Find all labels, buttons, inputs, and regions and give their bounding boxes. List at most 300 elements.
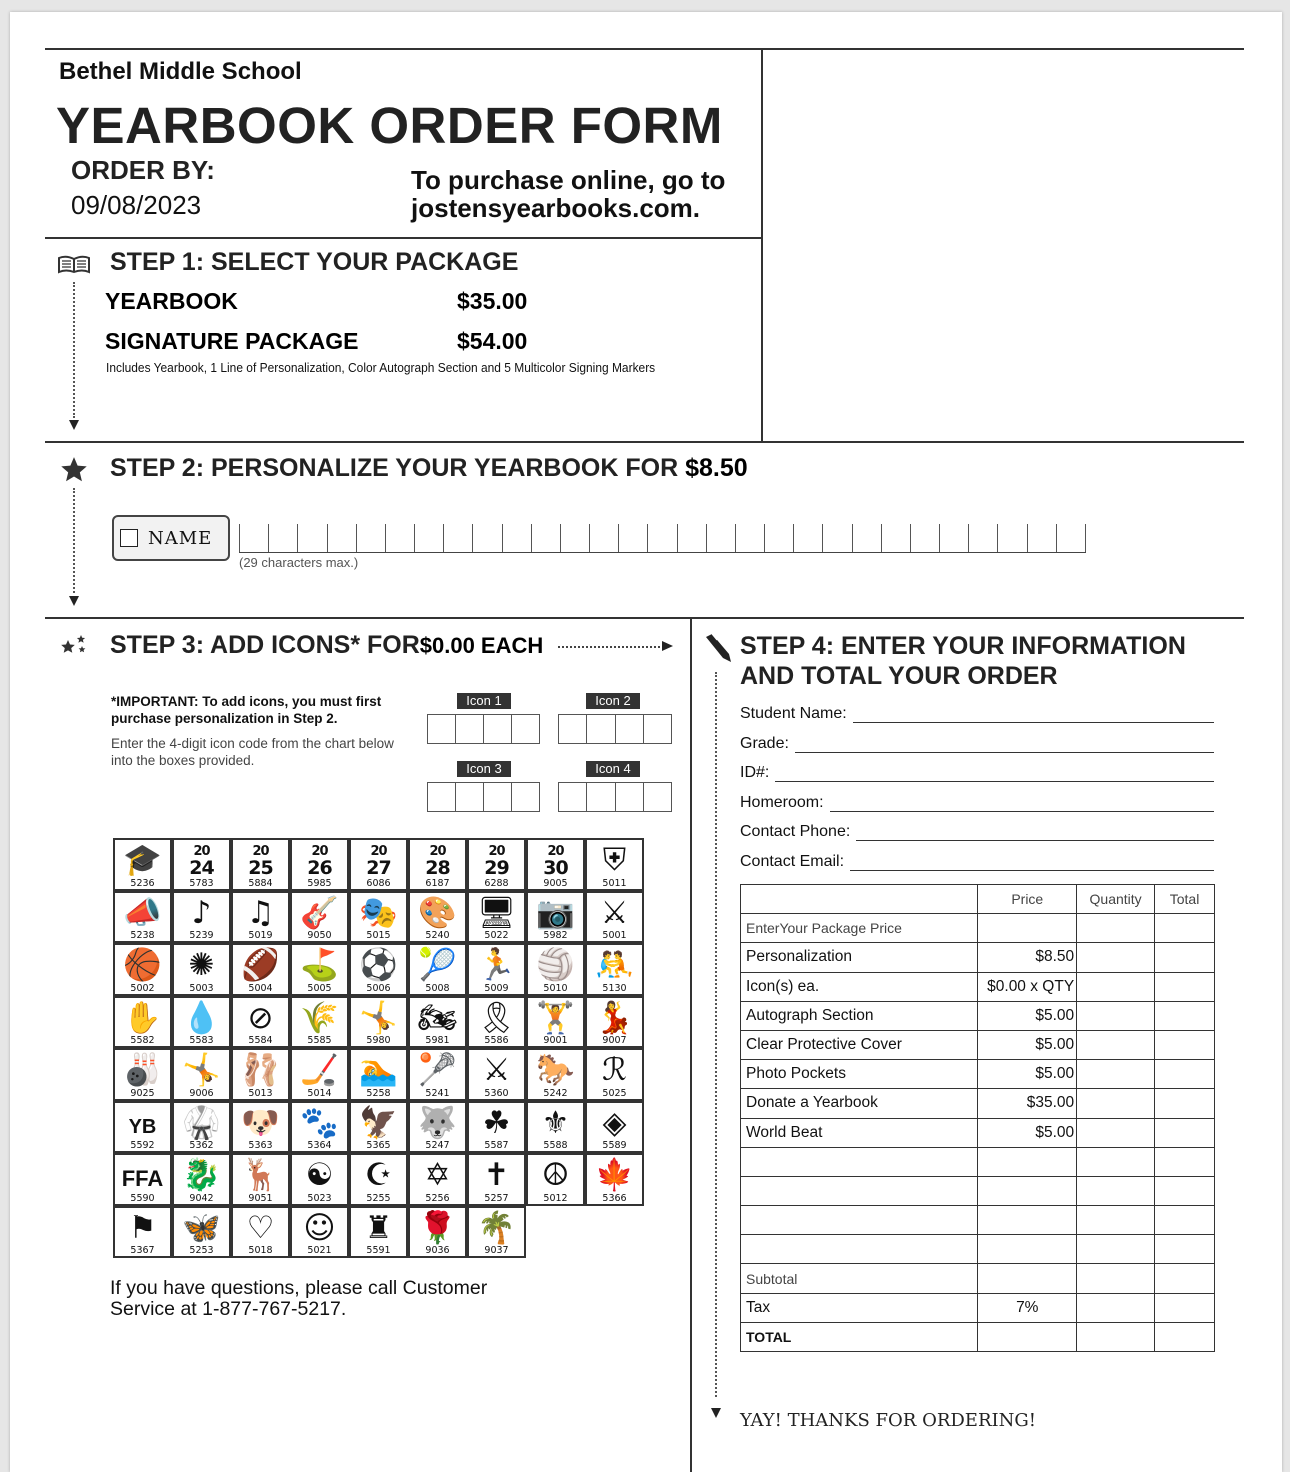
icon-symbol: 🌾 — [300, 999, 339, 1036]
order-total-input[interactable] — [1155, 972, 1215, 1001]
order-row — [741, 914, 1215, 943]
icon-symbol: 20 30 — [543, 844, 568, 879]
school-name: Bethel Middle School — [59, 58, 302, 85]
order-quantity-input[interactable] — [1077, 943, 1155, 972]
icon-code: 5365 — [366, 1140, 391, 1151]
name-character-boxes[interactable] — [239, 524, 1086, 553]
icon-code: 5008 — [425, 982, 450, 994]
icon-cell-5239 — [172, 891, 231, 944]
icon-code: 5980 — [366, 1035, 391, 1046]
icon-symbol: 20 29 — [484, 844, 509, 879]
icon1-code-input[interactable] — [427, 714, 540, 744]
order-quantity-input[interactable] — [1077, 1293, 1155, 1322]
order-price — [978, 1235, 1077, 1264]
name-character-slot[interactable] — [618, 524, 647, 552]
icon-cell-9042 — [172, 1153, 231, 1206]
name-option[interactable] — [112, 515, 230, 561]
order-row — [741, 1147, 1215, 1176]
icon-code: 5884 — [248, 877, 273, 889]
icon-cell-5258 — [349, 1048, 408, 1101]
icon-code: 9042 — [189, 1192, 214, 1204]
name-character-slot[interactable] — [589, 524, 618, 552]
order-quantity-input[interactable] — [1077, 1060, 1155, 1089]
icon-cell-5019 — [231, 891, 290, 944]
icon-code: 5242 — [543, 1087, 568, 1099]
name-character-slot[interactable] — [706, 524, 735, 552]
name-character-slot[interactable] — [910, 524, 939, 552]
icon-code: 5589 — [602, 1140, 627, 1151]
icon-symbol: 🎭 — [359, 894, 398, 931]
icon-cell-5004 — [231, 943, 290, 996]
order-item: Personalization — [741, 943, 978, 972]
star-icon — [60, 456, 88, 489]
order-total-input[interactable] — [1155, 1176, 1215, 1205]
order-quantity-input[interactable] — [1077, 1089, 1155, 1118]
icon-cell-9006 — [172, 1048, 231, 1101]
icon-cell-5364 — [290, 1101, 349, 1154]
order-price: $5.00 — [978, 1060, 1077, 1089]
icon-code: 5010 — [543, 982, 568, 994]
info-field-line[interactable] — [830, 797, 1214, 812]
icon-cell-9001 — [526, 996, 585, 1049]
icon-symbol: 🥍 — [418, 1052, 457, 1088]
order-total-input[interactable] — [1155, 1060, 1215, 1089]
item-column-header — [741, 885, 978, 914]
name-character-slot[interactable] — [327, 524, 356, 552]
icon-symbol: 20 27 — [366, 844, 391, 879]
icon-cell-5365 — [349, 1101, 408, 1154]
name-character-slot[interactable] — [443, 524, 472, 552]
icon-symbol: ⚑ — [128, 1209, 157, 1246]
name-character-slot[interactable] — [822, 524, 851, 552]
icon-cell-5238 — [113, 891, 172, 944]
name-checkbox[interactable] — [120, 529, 138, 547]
icon-cell-5003 — [172, 943, 231, 996]
icon-symbol: 🤼 — [595, 947, 634, 983]
info-field-line[interactable] — [856, 826, 1214, 841]
order-quantity-input[interactable] — [1077, 1030, 1155, 1059]
order-quantity-input[interactable] — [1077, 914, 1155, 943]
icon-code: 5981 — [425, 1035, 450, 1046]
quantity-column-header: Quantity — [1077, 885, 1155, 914]
order-item: Clear Protective Cover — [741, 1030, 978, 1059]
order-form-page — [10, 12, 1282, 1472]
icon-code: 5239 — [189, 930, 214, 941]
order-item: Icon(s) ea. — [741, 972, 978, 1001]
icon-code: 5025 — [602, 1087, 627, 1099]
name-character-slot[interactable] — [502, 524, 531, 552]
order-item — [741, 1235, 978, 1264]
name-option-label: NAME — [148, 527, 213, 549]
step2-title — [110, 454, 748, 483]
order-quantity-input[interactable] — [1077, 1206, 1155, 1235]
icon-symbol: ⚔ — [482, 1052, 511, 1088]
form-title: YEARBOOK ORDER FORM — [56, 97, 723, 154]
icon-price: $0.00 EACH — [419, 633, 544, 658]
icon-code: 5590 — [130, 1192, 155, 1204]
info-field-homeroom[interactable] — [740, 790, 1214, 812]
icon-cell-5367 — [113, 1206, 172, 1259]
thanks-message: YAY! THANKS FOR ORDERING! — [740, 1410, 1036, 1431]
icon-symbol: ☘ — [482, 1104, 511, 1141]
icon-cell-9050 — [290, 891, 349, 944]
icon-code: 9025 — [130, 1087, 155, 1099]
pen-icon — [703, 632, 735, 669]
order-total-input[interactable] — [1155, 1030, 1215, 1059]
step3-arrow-head — [662, 641, 673, 651]
icon-code: 9007 — [602, 1035, 627, 1046]
icon2-label: Icon 2 — [586, 693, 640, 709]
icon-symbol: 🎓 — [123, 842, 162, 878]
info-field-id[interactable] — [740, 760, 1214, 782]
order-item: Tax — [741, 1293, 978, 1322]
info-field-label: Grade: — [740, 734, 789, 752]
order-row — [741, 1176, 1215, 1205]
icon-code: 5004 — [248, 982, 273, 994]
step3-step4-divider — [690, 617, 692, 1472]
icon-cell-5582 — [113, 996, 172, 1049]
order-row — [741, 1235, 1215, 1264]
name-character-slot[interactable] — [531, 524, 560, 552]
info-field-studentname[interactable] — [740, 701, 1214, 723]
icon4-code-input[interactable] — [558, 782, 672, 812]
icon-code: 5022 — [484, 930, 509, 941]
icon-symbol: 🏃 — [477, 947, 516, 983]
icon-code: 5236 — [130, 877, 155, 889]
icon-symbol: 🎗 — [476, 999, 517, 1036]
order-row — [741, 1206, 1215, 1235]
step4-arrow — [711, 1408, 721, 1418]
order-total-input[interactable] — [1155, 1089, 1215, 1118]
customer-service-note: If you have questions, please call Customer Service at 1-877-767-5217. — [110, 1277, 488, 1320]
icon-cell-5586 — [467, 996, 526, 1049]
package-signature-name: SIGNATURE PACKAGE — [105, 328, 359, 354]
icon-cell-5588 — [526, 1101, 585, 1154]
icon-cell-5015 — [349, 891, 408, 944]
icon-symbol: 🩰 — [241, 1052, 280, 1088]
info-field-line[interactable] — [850, 856, 1214, 871]
icon-cell-5018 — [231, 1206, 290, 1259]
icon-symbol: ⛳ — [300, 947, 339, 983]
icon-code: 9005 — [543, 877, 568, 889]
name-character-slot[interactable] — [852, 524, 881, 552]
order-quantity-input[interactable] — [1077, 1147, 1155, 1176]
icon-code: 5583 — [189, 1035, 214, 1046]
icon-code: 5006 — [366, 982, 391, 994]
icon-code: 5014 — [307, 1087, 332, 1099]
book-icon — [57, 254, 91, 280]
icon-code: 5018 — [248, 1245, 273, 1256]
icon-cell-9037 — [467, 1206, 526, 1259]
order-price: $8.50 — [978, 943, 1077, 972]
name-character-slot[interactable] — [356, 524, 385, 552]
icon-code: 9006 — [189, 1087, 214, 1099]
step3-title-text: STEP 3: ADD ICONS* FOR — [110, 631, 420, 659]
icon-symbol: 🏀 — [123, 947, 162, 983]
name-character-slot[interactable] — [297, 524, 326, 552]
icon-code: 5247 — [425, 1140, 450, 1151]
icon-symbol: ♫ — [246, 894, 275, 931]
icon-code: 5367 — [130, 1245, 155, 1256]
icon-symbol: 🤸 — [359, 999, 398, 1036]
icon-code: 5023 — [307, 1192, 332, 1204]
icon-symbol: 🥋 — [182, 1104, 221, 1141]
order-total-input[interactable] — [1155, 1206, 1215, 1235]
icon-cell-9007 — [585, 996, 644, 1049]
name-character-slot[interactable] — [968, 524, 997, 552]
name-character-slot[interactable] — [793, 524, 822, 552]
icon-code: 5582 — [130, 1035, 155, 1046]
icon-code: 5015 — [366, 930, 391, 941]
icon-symbol: ⛨ — [602, 842, 627, 878]
icon-symbol: 💧 — [182, 999, 221, 1036]
order-total-input[interactable] — [1155, 1322, 1215, 1351]
order-total-input[interactable] — [1155, 1147, 1215, 1176]
name-character-slot[interactable] — [472, 524, 501, 552]
icon-code: 5009 — [484, 982, 509, 994]
icon-symbol: 🐾 — [300, 1104, 339, 1141]
info-field-line[interactable] — [853, 708, 1214, 723]
order-total-input[interactable] — [1155, 1118, 1215, 1147]
icon-code: 5238 — [130, 930, 155, 941]
step3-title — [110, 631, 543, 660]
icon-symbol: 20 28 — [425, 844, 450, 879]
icon-symbol: 20 26 — [307, 844, 332, 879]
icon-cell-5587 — [467, 1101, 526, 1154]
icon-cell-5783 — [172, 838, 231, 891]
icon-cell-6187 — [408, 838, 467, 891]
icon2-code-input[interactable] — [558, 714, 672, 744]
icon-symbol: 📷 — [536, 894, 575, 931]
order-item — [741, 1206, 978, 1235]
name-character-slot[interactable] — [414, 524, 443, 552]
icon-code: 5585 — [307, 1035, 332, 1046]
order-item: World Beat — [741, 1118, 978, 1147]
icon-code: 5592 — [130, 1140, 155, 1151]
icon-symbol: 📣 — [123, 894, 162, 931]
order-item: Subtotal — [741, 1264, 978, 1293]
icon-symbol: 🏒 — [300, 1052, 339, 1088]
order-price: $0.00 x QTY — [978, 972, 1077, 1001]
name-character-slot[interactable] — [881, 524, 910, 552]
order-quantity-input[interactable] — [1077, 1264, 1155, 1293]
icon-cell-6288 — [467, 838, 526, 891]
icon-cell-5253 — [172, 1206, 231, 1259]
icon-code: 5587 — [484, 1140, 509, 1151]
order-total-input[interactable] — [1155, 1235, 1215, 1264]
icon-cell-5240 — [408, 891, 467, 944]
icon-important-note: *IMPORTANT: To add icons, you must first purchase personalization in Step 2. — [111, 694, 382, 726]
icon-code: 9051 — [248, 1192, 273, 1204]
order-row — [741, 1001, 1215, 1030]
personalization-price: $8.50 — [685, 454, 748, 482]
order-quantity-input[interactable] — [1077, 1176, 1155, 1205]
step3-rule — [45, 617, 1244, 619]
order-item — [741, 1147, 978, 1176]
icon-symbol: FFA — [121, 1166, 164, 1191]
order-total-input[interactable] — [1155, 914, 1215, 943]
icon-symbol: ◈ — [602, 1104, 627, 1141]
info-field-contactphone[interactable] — [740, 819, 1214, 841]
order-row — [741, 943, 1215, 972]
order-quantity-input[interactable] — [1077, 1235, 1155, 1264]
name-character-slot[interactable] — [764, 524, 793, 552]
icon-cell-5360 — [467, 1048, 526, 1101]
icon-cell-5009 — [467, 943, 526, 996]
order-price — [978, 914, 1077, 943]
icon-cell-5592 — [113, 1101, 172, 1154]
name-character-slot[interactable] — [239, 524, 268, 552]
icon-symbol: 🐶 — [241, 1104, 280, 1141]
order-row — [741, 1030, 1215, 1059]
icon-code: 5588 — [543, 1140, 568, 1151]
online-link[interactable]: jostensyearbooks.com. — [411, 193, 700, 223]
order-row — [741, 1264, 1215, 1293]
icon-symbol: 🏈 — [241, 947, 280, 983]
order-item: Donate a Yearbook — [741, 1089, 978, 1118]
icon-symbol: ♪ — [191, 894, 212, 931]
order-item: EnterYour Package Price — [741, 914, 978, 943]
info-field-label: ID#: — [740, 764, 770, 781]
icon-code: 5982 — [543, 930, 568, 941]
icon-cell-9025 — [113, 1048, 172, 1101]
order-quantity-input[interactable] — [1077, 1118, 1155, 1147]
icon-symbol: 🦅 — [359, 1104, 398, 1141]
info-field-line[interactable] — [795, 738, 1214, 753]
order-quantity-input[interactable] — [1077, 1001, 1155, 1030]
icon-symbol: 🐎 — [536, 1052, 575, 1088]
order-price: $5.00 — [978, 1001, 1077, 1030]
name-character-slot[interactable] — [735, 524, 764, 552]
icon-symbol: ✝ — [483, 1157, 510, 1193]
name-character-slot[interactable] — [1056, 524, 1086, 552]
info-field-label: Homeroom: — [740, 793, 824, 811]
icon-symbol: ⚔ — [600, 894, 629, 931]
icon-code: 5362 — [189, 1140, 214, 1151]
icon-symbol: ✋ — [123, 999, 162, 1036]
step1-rule — [45, 237, 763, 239]
icon-symbol: 🌹 — [418, 1209, 457, 1246]
name-character-slot[interactable] — [1027, 524, 1056, 552]
icon-code: 9037 — [484, 1245, 509, 1256]
icon-code: 6187 — [425, 877, 450, 889]
icon3-code-input[interactable] — [427, 782, 540, 812]
order-table-header — [741, 885, 1215, 914]
step4-title-line1: STEP 4: ENTER YOUR INFORMATION — [740, 632, 1186, 660]
icon-symbol: 🎸 — [300, 894, 339, 931]
order-row — [741, 1089, 1215, 1118]
step2-title-text: STEP 2: PERSONALIZE YOUR YEARBOOK FOR — [110, 454, 679, 482]
icon-symbol: ⚽ — [359, 947, 398, 983]
icon-cell-5013 — [231, 1048, 290, 1101]
order-quantity-input[interactable] — [1077, 1322, 1155, 1351]
icon-symbol: ♡ — [246, 1209, 275, 1246]
name-character-slot[interactable] — [268, 524, 297, 552]
order-item: TOTAL — [741, 1322, 978, 1351]
step2-rule — [45, 441, 1244, 443]
icon-cell-5025 — [585, 1048, 644, 1101]
icon-cell-9036 — [408, 1206, 467, 1259]
icon-code: 5256 — [425, 1192, 450, 1204]
icon-cell-5981 — [408, 996, 467, 1049]
icon-symbol: ☮ — [541, 1157, 570, 1193]
icon-code: 5584 — [248, 1035, 273, 1046]
icon-cell-5130 — [585, 943, 644, 996]
icon-symbol: 🏊 — [359, 1052, 398, 1088]
info-field-line[interactable] — [775, 767, 1214, 782]
icon-symbol: ♜ — [364, 1209, 393, 1246]
step2-arrow — [69, 596, 79, 606]
order-total-input[interactable] — [1155, 1001, 1215, 1030]
icon-symbol: 🐺 — [418, 1104, 457, 1141]
order-total-input[interactable] — [1155, 1264, 1215, 1293]
order-by-label: ORDER BY: — [71, 155, 215, 185]
step3-arrow-line — [558, 646, 664, 648]
icon-cell-5985 — [290, 838, 349, 891]
icon-code: 5591 — [366, 1245, 391, 1256]
icon-symbol: ⚜ — [541, 1104, 570, 1141]
icon-code: 6288 — [484, 877, 509, 889]
order-total-input[interactable] — [1155, 1293, 1215, 1322]
icon-code: 5001 — [602, 930, 627, 941]
icon-symbol: 🏐 — [536, 947, 575, 983]
name-character-slot[interactable] — [560, 524, 589, 552]
icon-code: 5257 — [484, 1192, 509, 1204]
order-row — [741, 1293, 1215, 1322]
icon-code: 5586 — [484, 1035, 509, 1046]
info-field-contactemail[interactable] — [740, 849, 1214, 871]
icon-symbol: 🏋 — [536, 999, 575, 1036]
icon-symbol: 💃 — [595, 999, 634, 1036]
order-price — [978, 1264, 1077, 1293]
icon-code: 5241 — [425, 1087, 450, 1099]
icon-cell-5980 — [349, 996, 408, 1049]
icon-instructions: Enter the 4-digit icon code from the chart below into the boxes provided. — [111, 736, 394, 768]
price-column-header: Price — [978, 885, 1077, 914]
icon-cell-5005 — [290, 943, 349, 996]
icon-code: 5002 — [130, 982, 155, 994]
name-character-slot[interactable] — [677, 524, 706, 552]
icon-symbol: 🍁 — [595, 1157, 634, 1193]
icon-symbol: YB — [128, 1115, 157, 1138]
name-character-slot[interactable] — [385, 524, 414, 552]
icon-symbol: ☪ — [364, 1157, 393, 1193]
icon-cell-5982 — [526, 891, 585, 944]
icon-cell-5583 — [172, 996, 231, 1049]
name-character-slot[interactable] — [997, 524, 1026, 552]
icon-symbol: 🎨 — [418, 894, 457, 931]
icon-cell-6086 — [349, 838, 408, 891]
stars-icon — [60, 634, 88, 661]
name-character-slot[interactable] — [647, 524, 676, 552]
order-row — [741, 972, 1215, 1001]
icon-cell-5006 — [349, 943, 408, 996]
name-character-slot[interactable] — [939, 524, 968, 552]
icon-cell-5256 — [408, 1153, 467, 1206]
icon-symbol: ☺ — [303, 1209, 336, 1246]
order-price: $5.00 — [978, 1030, 1077, 1059]
order-price — [978, 1206, 1077, 1235]
order-price — [978, 1176, 1077, 1205]
order-quantity-input[interactable] — [1077, 972, 1155, 1001]
order-item — [741, 1176, 978, 1205]
icon-symbol: ✡ — [424, 1157, 451, 1193]
info-field-grade[interactable] — [740, 731, 1214, 753]
icon-cell-5002 — [113, 943, 172, 996]
order-total-input[interactable] — [1155, 943, 1215, 972]
icon-code: 5783 — [189, 877, 214, 889]
order-price — [978, 1322, 1077, 1351]
